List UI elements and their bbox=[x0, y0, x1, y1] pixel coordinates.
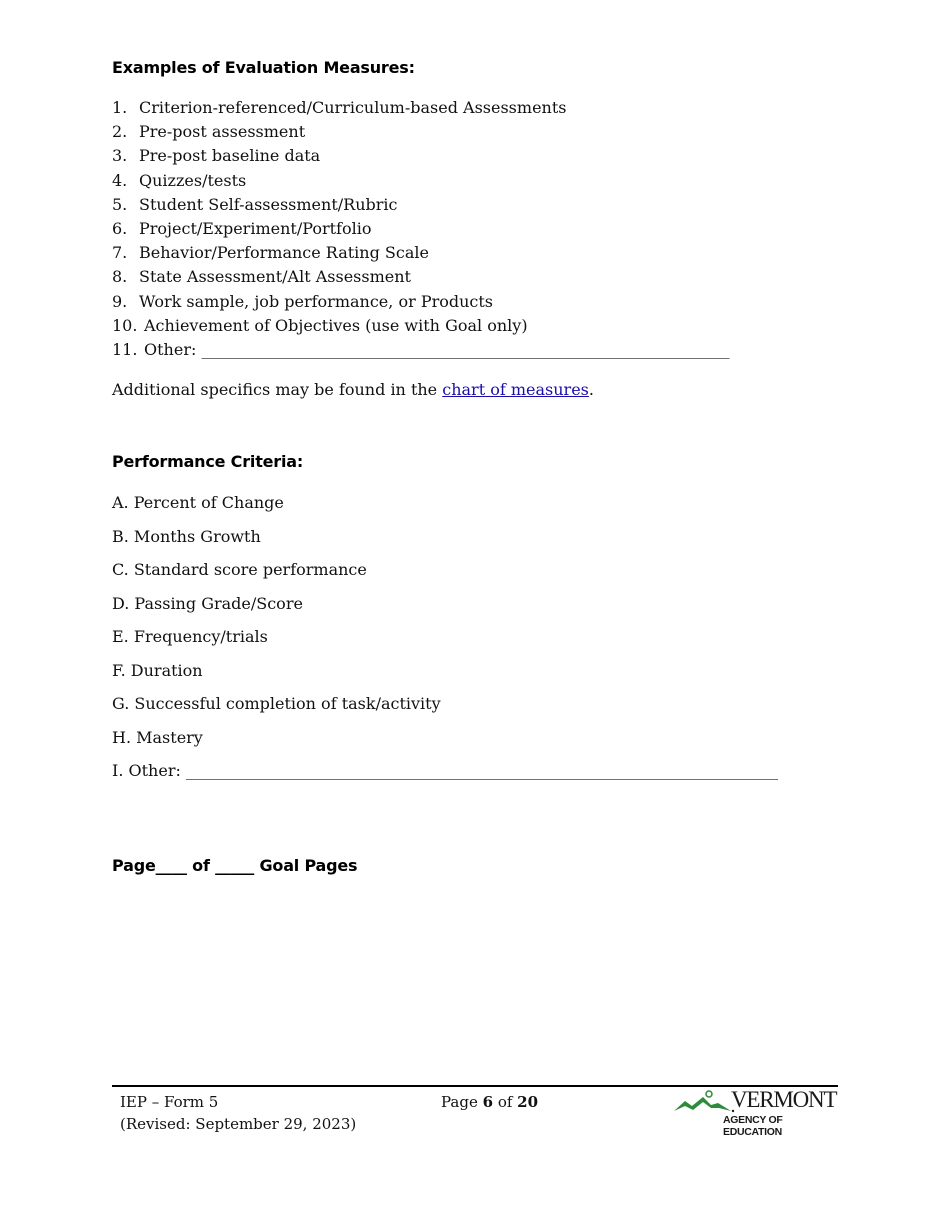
list-item-text: Project/Experiment/Portfolio bbox=[139, 218, 372, 238]
evaluation-measures-list bbox=[112, 97, 832, 363]
performance-criteria-heading: Performance Criteria: bbox=[112, 452, 304, 471]
list-item-number: 3. bbox=[112, 146, 128, 166]
list-item: C. Standard score performance bbox=[112, 560, 367, 579]
list-item: D. Passing Grade/Score bbox=[112, 593, 303, 613]
list-item-text: Behavior/Performance Rating Scale bbox=[139, 243, 429, 263]
list-item bbox=[112, 170, 832, 194]
list-item-text: Quizzes/tests bbox=[139, 170, 247, 190]
list-item-text: Pre-post assessment bbox=[139, 122, 306, 142]
evaluation-heading: Examples of Evaluation Measures: bbox=[112, 58, 415, 77]
list-item: A. Percent of Change bbox=[112, 493, 284, 512]
list-item bbox=[112, 97, 832, 121]
page-current: 6 bbox=[482, 1093, 494, 1111]
specifics-prefix: Additional specifics may be found in the bbox=[112, 380, 443, 399]
list-item-text: Criterion-referenced/Curriculum-based Assessments bbox=[139, 98, 567, 117]
vermont-agency-logo bbox=[673, 1087, 837, 1138]
list-item bbox=[112, 121, 832, 145]
performance-criteria-list bbox=[112, 492, 832, 794]
list-item-number: 4. bbox=[112, 170, 128, 190]
page-footer bbox=[112, 1085, 838, 1147]
list-item bbox=[112, 194, 832, 218]
mountain-logo-icon bbox=[673, 1089, 735, 1115]
list-item-text: State Assessment/Alt Assessment bbox=[139, 267, 411, 287]
list-item-number: 8. bbox=[112, 267, 128, 287]
footer-revised-date: (Revised: September 29, 2023) bbox=[120, 1115, 357, 1133]
list-item-number: 9. bbox=[112, 291, 128, 311]
list-item-text: Work sample, job performance, or Products bbox=[139, 291, 494, 311]
footer-form-info bbox=[120, 1091, 356, 1135]
list-item-text: Pre-post baseline data bbox=[139, 146, 321, 166]
list-item-text: Student Self-assessment/Rubric bbox=[139, 194, 398, 214]
list-item-number: 10. bbox=[112, 315, 138, 335]
list-item bbox=[112, 266, 832, 290]
list-item: F. Duration bbox=[112, 660, 203, 680]
list-item bbox=[112, 291, 832, 315]
list-item-other: I. Other: __________________________________________________________________________ bbox=[112, 761, 778, 780]
footer-form-name: IEP – Form 5 bbox=[120, 1093, 219, 1111]
list-item-number: 7. bbox=[112, 243, 128, 263]
list-item: G. Successful completion of task/activity bbox=[112, 694, 441, 713]
list-item-text: Achievement of Objectives (use with Goal only) bbox=[144, 315, 528, 335]
list-item bbox=[112, 218, 832, 242]
list-item-number: 2. bbox=[112, 122, 128, 142]
page-total: 20 bbox=[517, 1093, 539, 1111]
list-item-number: 5. bbox=[112, 194, 128, 214]
list-item: E. Frequency/trials bbox=[112, 627, 268, 646]
goal-pages-line: Page____ of _____ Goal Pages bbox=[112, 856, 358, 875]
list-item-number: 11. bbox=[112, 339, 138, 359]
chart-of-measures-link[interactable]: chart of measures bbox=[442, 380, 589, 399]
list-item: B. Months Growth bbox=[112, 526, 261, 546]
list-item: H. Mastery bbox=[112, 727, 203, 747]
list-item-number: 6. bbox=[112, 218, 128, 238]
footer-page-number bbox=[441, 1091, 538, 1113]
additional-specifics-text bbox=[112, 379, 594, 401]
list-item bbox=[112, 145, 832, 169]
list-item bbox=[112, 242, 832, 266]
list-item-text: Other: __________________________________________________________________ bbox=[144, 339, 730, 359]
list-item-other bbox=[112, 339, 832, 363]
page-of: of bbox=[493, 1093, 518, 1111]
list-item-number: 1. bbox=[112, 98, 128, 117]
list-item bbox=[112, 315, 832, 339]
logo-name: VERMONT bbox=[731, 1087, 837, 1112]
page-label: Page bbox=[441, 1093, 483, 1111]
specifics-suffix: . bbox=[588, 380, 594, 399]
logo-subtitle: AGENCY OF EDUCATION bbox=[723, 1114, 783, 1138]
